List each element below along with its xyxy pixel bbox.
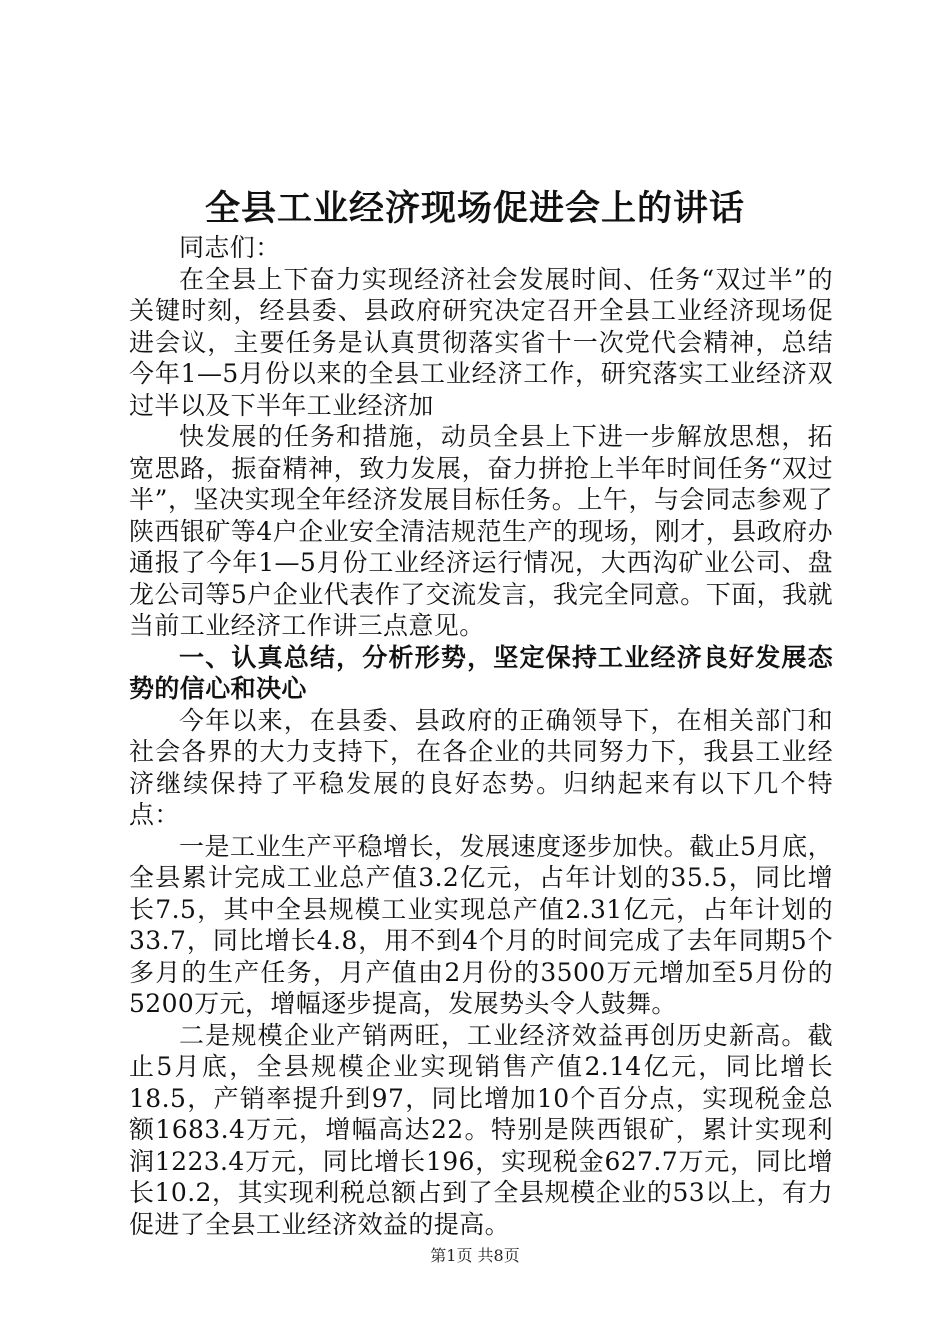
greeting-line: 同志们： [179, 233, 281, 262]
section-paragraph-3: 二是规模企业产销两旺，工业经济效益再创历史新高。截止5月底，全县规模企业实现销售产值2.14亿元，同比增长18.5，产销率提升到97，同比增加10个百分点，实现税金总额1683.4万元，增幅高达22。特别是陕西银矿，累计实现利润1223.4万元，同比增长196，实现税金627.7万元，同比增长10.2，其实现利税总额占到了全县规模企业的53以上，有力促进了全县工业经济效益的提高。 [129, 1020, 833, 1239]
section-heading: 一、认真总结，分析形势，坚定保持工业经济良好发展态势的信心和决心 [129, 642, 833, 703]
page-footer [0, 1246, 950, 1266]
page-title: 全县工业经济现场促进会上的讲话 [204, 188, 745, 229]
body-paragraph-2: 快发展的任务和措施，动员全县上下进一步解放思想，拓宽思路，振奋精神，致力发展，奋力拼抢上半年时间任务“双过半”，坚决实现全年经济发展目标任务。上午，与会同志参观了陕西银矿等4户企业安全清洁规范生产的现场，刚才，县政府办通报了今年1—5月份工业经济运行情况，大西沟矿业公司、盘龙公司等5户企业代表作了交流发言，我完全同意。下面，我就当前工业经济工作讲三点意见。 [129, 422, 833, 640]
body-paragraph-1: 在全县上下奋力实现经济社会发展时间、任务“双过半”的关键时刻，经县委、县政府研究决定召开全县工业经济现场促进会议，主要任务是认真贯彻落实省十一次党代会精神，总结今年1—5月份以来的全县工业经济工作，研究落实工业经济双过半以及下半年工业经济加 [129, 264, 833, 420]
page-indicator: 第1页 共8页 [430, 1246, 520, 1265]
section-paragraph-1: 今年以来，在县委、县政府的正确领导下，在相关部门和社会各界的大力支持下，在各企业的共同努力下，我县工业经济继续保持了平稳发展的良好态势。归纳起来有以下几个特点： [129, 705, 833, 829]
document-body [129, 232, 833, 1240]
section-paragraph-2: 一是工业生产平稳增长，发展速度逐步加快。截止5月底，全县累计完成工业总产值3.2亿元，占年计划的35.5，同比增长7.5，其中全县规模工业实现总产值2.31亿元，占年计划的33.7，同比增长4.8，用不到4个月的时间完成了去年同期5个多月的生产任务，月产值由2月份的3500万元增加至5月份的5200万元，增幅逐步提高，发展势头令人鼓舞。 [129, 831, 833, 1018]
